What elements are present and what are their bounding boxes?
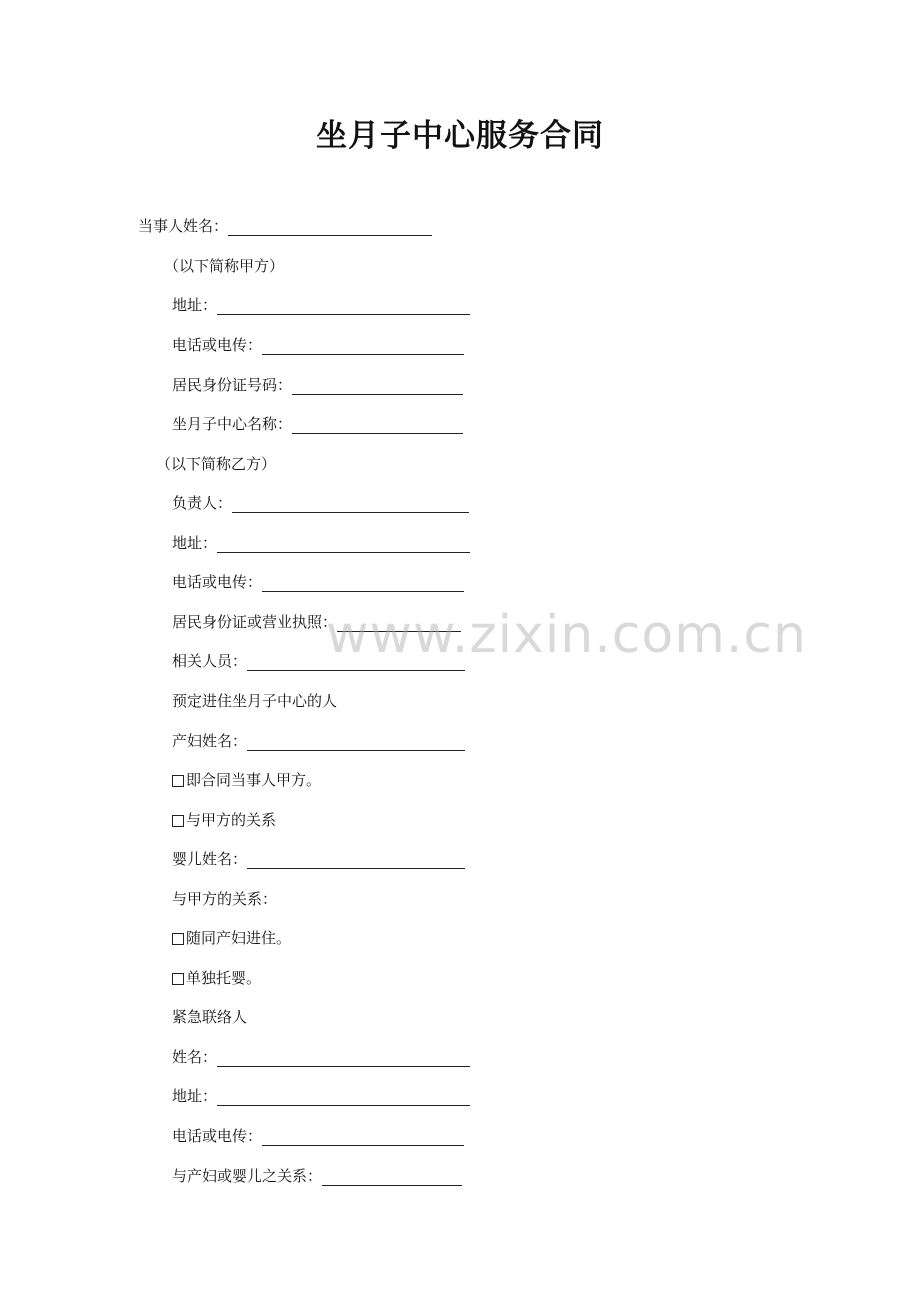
watermark: www.zixin.com.cn xyxy=(326,605,807,665)
emergency-address-label: 地址： xyxy=(172,1087,218,1105)
emergency-heading: 紧急联络人 xyxy=(172,1008,248,1026)
emergency-phone-field[interactable] xyxy=(262,1129,464,1146)
party-b-phone-row xyxy=(172,570,464,594)
party-b-address-label: 地址： xyxy=(172,534,218,552)
party-b-license-row xyxy=(172,610,461,634)
occupant-heading-row xyxy=(172,689,337,713)
emergency-name-row xyxy=(172,1045,470,1069)
emergency-heading-row xyxy=(172,1005,247,1029)
party-a-id-row xyxy=(172,373,463,397)
option-with-mother-row xyxy=(172,926,291,950)
infant-name-field[interactable] xyxy=(247,852,465,869)
party-a-center-row xyxy=(172,412,463,436)
emergency-relation-row xyxy=(172,1164,462,1188)
party-b-phone-label: 电话或电传： xyxy=(172,573,263,591)
mother-name-label: 产妇姓名： xyxy=(172,732,248,750)
infant-name-row xyxy=(172,847,465,871)
option-relation-label: 与甲方的关系 xyxy=(186,811,277,829)
party-b-manager-field[interactable] xyxy=(232,496,469,513)
party-a-phone-row xyxy=(172,333,464,357)
party-b-address-row xyxy=(172,531,470,555)
option-self-label: 即合同当事人甲方。 xyxy=(186,771,322,789)
party-a-abbrev-row xyxy=(164,254,284,278)
party-b-license-label: 居民身份证或营业执照： xyxy=(172,613,338,631)
party-a-name-field[interactable] xyxy=(228,219,432,236)
party-a-name-row xyxy=(138,214,432,238)
party-a-name-label: 当事人姓名： xyxy=(138,217,229,235)
infant-relation-label: 与甲方的关系： xyxy=(172,890,278,908)
party-b-phone-field[interactable] xyxy=(262,575,464,592)
party-b-abbrev: （以下简称乙方） xyxy=(156,455,277,473)
party-a-address-label: 地址： xyxy=(172,296,218,314)
emergency-relation-field[interactable] xyxy=(322,1169,462,1186)
emergency-address-field[interactable] xyxy=(217,1089,470,1106)
party-a-id-label: 居民身份证号码： xyxy=(172,376,293,394)
party-b-license-field[interactable] xyxy=(337,615,461,632)
party-a-phone-label: 电话或电传： xyxy=(172,336,263,354)
party-a-address-field[interactable] xyxy=(217,298,470,315)
emergency-address-row xyxy=(172,1084,470,1108)
party-b-related-row xyxy=(172,649,465,673)
emergency-phone-label: 电话或电传： xyxy=(172,1127,263,1145)
infant-name-label: 婴儿姓名： xyxy=(172,850,248,868)
infant-relation-row xyxy=(172,887,277,911)
option-alone-row xyxy=(172,966,261,990)
party-a-abbrev: （以下简称甲方） xyxy=(164,257,285,275)
party-b-related-label: 相关人员： xyxy=(172,652,248,670)
occupant-heading: 预定进住坐月子中心的人 xyxy=(172,692,338,710)
party-b-abbrev-row xyxy=(156,452,276,476)
party-b-manager-row xyxy=(172,491,469,515)
option-relation-row xyxy=(172,808,276,832)
emergency-name-label: 姓名： xyxy=(172,1048,218,1066)
mother-name-row xyxy=(172,729,465,753)
party-b-manager-label: 负责人： xyxy=(172,494,233,512)
option-alone-label: 单独托婴。 xyxy=(186,969,262,987)
emergency-name-field[interactable] xyxy=(217,1050,470,1067)
emergency-relation-label: 与产妇或婴儿之关系： xyxy=(172,1167,323,1185)
page-title: 坐月子中心服务合同 xyxy=(316,118,604,154)
option-with-mother-label: 随同产妇进住。 xyxy=(186,929,292,947)
emergency-phone-row xyxy=(172,1124,464,1148)
party-a-phone-field[interactable] xyxy=(262,338,464,355)
party-a-center-label: 坐月子中心名称： xyxy=(172,415,293,433)
party-a-center-field[interactable] xyxy=(292,417,463,434)
party-b-related-field[interactable] xyxy=(247,654,465,671)
option-self-checkbox[interactable] xyxy=(172,775,184,787)
party-b-address-field[interactable] xyxy=(217,536,470,553)
option-with-mother-checkbox[interactable] xyxy=(172,933,184,945)
party-a-address-row xyxy=(172,293,470,317)
option-alone-checkbox[interactable] xyxy=(172,973,184,985)
option-self-row xyxy=(172,768,321,792)
option-relation-checkbox[interactable] xyxy=(172,815,184,827)
mother-name-field[interactable] xyxy=(247,734,465,751)
party-a-id-field[interactable] xyxy=(292,378,463,395)
